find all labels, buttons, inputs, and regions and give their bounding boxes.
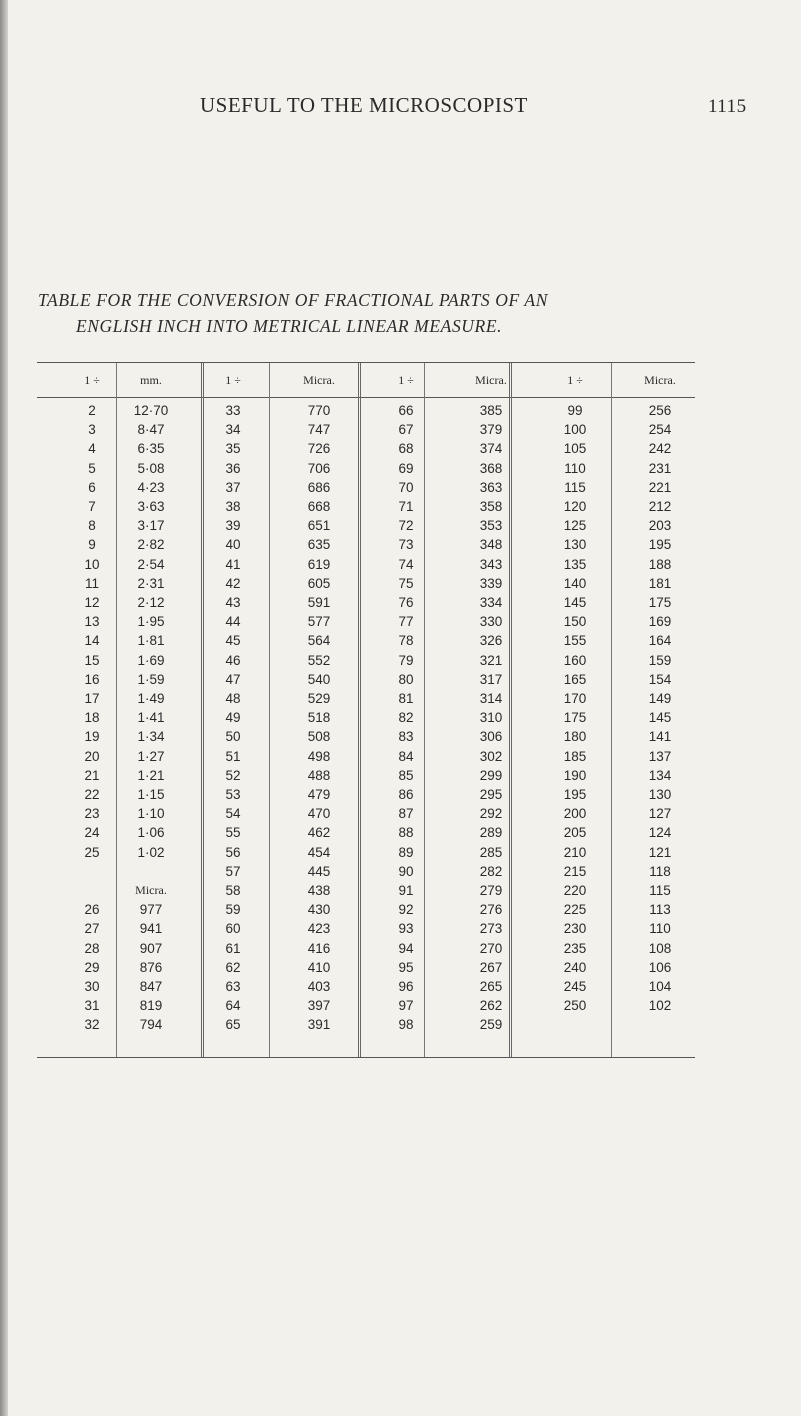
conversion-table	[37, 362, 695, 1058]
table-cell: 41	[225, 556, 241, 572]
table-cell: 93	[398, 921, 414, 937]
table-cell: 71	[398, 499, 414, 514]
header-cell: 1 ÷	[84, 373, 100, 387]
table-cell: 54	[225, 806, 241, 822]
table-cell: 438	[307, 883, 331, 898]
table-cell: 23	[84, 806, 100, 822]
table-cell: 65	[225, 1017, 241, 1033]
table-header-row	[37, 363, 695, 398]
table-cell: 1·59	[137, 671, 165, 687]
table-cell: 445	[307, 863, 331, 879]
table-cell: 2·12	[137, 595, 165, 610]
table-cell: 1·69	[137, 652, 165, 668]
table-cell: 203	[648, 518, 672, 534]
table-cell: 11	[84, 575, 99, 591]
table-cell: 115	[649, 883, 671, 898]
table-cell: 289	[479, 825, 503, 841]
table-cell: 26	[84, 902, 100, 918]
table-cell: 62	[225, 959, 241, 975]
table-cell: 348	[479, 537, 503, 553]
table-cell: 164	[648, 633, 672, 649]
header-cell: 1 ÷	[398, 373, 414, 387]
table-cell: 15	[84, 652, 100, 668]
table-cell: 190	[563, 767, 587, 783]
table-cell: 55	[225, 825, 241, 841]
table-cell: 195	[563, 787, 587, 802]
table-cell: 17	[84, 691, 100, 706]
table-cell: 50	[225, 729, 241, 745]
table-cell: 454	[307, 844, 331, 860]
table-cell: 29	[84, 959, 100, 975]
table-cell: 7	[88, 499, 96, 514]
table-cell: 317	[479, 671, 503, 687]
table-cell: 40	[225, 537, 241, 553]
table-cell: 403	[307, 979, 331, 994]
table-cell: 907	[139, 940, 163, 956]
table-cell: 63	[225, 979, 241, 994]
table-cell: 358	[479, 499, 503, 514]
table-cell: 72	[398, 518, 414, 534]
table-cell: 79	[398, 652, 414, 668]
table-cell: 310	[479, 710, 503, 726]
table-cell: 81	[398, 691, 414, 706]
table-cell: 150	[563, 614, 587, 630]
table-cell: 76	[398, 595, 414, 610]
table-cell: 92	[398, 902, 414, 918]
table-cell: 254	[648, 422, 672, 438]
header-cell: 1 ÷	[225, 373, 241, 387]
table-cell: 353	[479, 518, 503, 534]
table-cell: 69	[398, 460, 414, 476]
table-cell: 159	[648, 652, 672, 668]
table-cell: 35	[225, 441, 241, 457]
table-cell: 100	[563, 422, 587, 438]
table-cell: 30	[84, 979, 100, 994]
table-cell: 330	[479, 614, 503, 630]
table-cell: 1·41	[137, 710, 165, 726]
table-cell: 28	[84, 940, 100, 956]
table-cell: 113	[649, 902, 671, 918]
table-cell: 42	[225, 575, 241, 591]
table-cell: 8·47	[137, 422, 165, 438]
table-cell: 205	[563, 825, 587, 841]
table-cell: 90	[398, 863, 414, 879]
table-cell: 326	[479, 633, 503, 649]
table-cell: 135	[563, 556, 587, 572]
table-cell: 265	[479, 979, 503, 994]
table-cell: 45	[225, 633, 241, 649]
table-cell: 508	[307, 729, 331, 745]
table-cell: 374	[479, 441, 503, 457]
table-cell: 106	[648, 959, 672, 975]
table-cell: 57	[225, 863, 241, 879]
table-cell: 47	[225, 671, 241, 687]
table-cell: 154	[648, 671, 672, 687]
table-cell: 282	[479, 863, 503, 879]
table-cell: 170	[563, 691, 587, 706]
table-cell: 977	[139, 902, 163, 918]
table-cell: 314	[479, 691, 503, 706]
page-spine	[0, 0, 8, 1416]
table-cell: 83	[398, 729, 414, 745]
table-cell: 180	[563, 729, 587, 745]
sub-column-label: Micra.	[135, 883, 167, 897]
table-cell: 121	[648, 844, 672, 860]
table-cell: 529	[307, 691, 331, 706]
table-cell: 118	[649, 863, 671, 879]
table-cell: 175	[563, 710, 587, 726]
table-cell: 36	[225, 460, 241, 476]
table-cell: 230	[563, 921, 587, 937]
table-cell: 726	[307, 441, 331, 457]
table-cell: 518	[307, 710, 331, 726]
table-cell: 2·54	[137, 556, 165, 572]
table-cell: 185	[563, 748, 587, 764]
table-cell: 276	[479, 902, 503, 918]
table-cell: 306	[479, 729, 503, 745]
table-cell: 416	[307, 940, 331, 956]
table-cell: 110	[564, 460, 586, 476]
table-cell: 19	[84, 729, 100, 745]
table-cell: 5	[88, 460, 96, 476]
table-cell: 770	[307, 403, 331, 418]
table-cell: 96	[398, 979, 414, 994]
table-cell: 58	[225, 883, 241, 898]
table-cell: 12·70	[133, 403, 169, 418]
table-cell: 591	[307, 595, 331, 610]
table-title-line-1: TABLE FOR THE CONVERSION OF FRACTIONAL PARTS OF AN	[38, 290, 548, 310]
table-cell: 134	[648, 767, 672, 783]
table-cell: 64	[225, 998, 241, 1014]
table-cell: 188	[648, 556, 672, 572]
table-cell: 1·34	[137, 729, 165, 745]
table-cell: 302	[479, 748, 503, 764]
table-cell: 20	[84, 748, 100, 764]
table-cell: 25	[84, 844, 100, 860]
table-cell: 33	[225, 403, 241, 418]
table-cell: 59	[225, 902, 241, 918]
table-cell: 4	[88, 441, 96, 457]
table-cell: 605	[307, 575, 331, 591]
table-cell: 250	[563, 998, 587, 1014]
table-cell: 21	[84, 767, 100, 783]
table-cell: 200	[563, 806, 587, 822]
table-cell: 95	[398, 959, 414, 975]
table-cell: 1·10	[137, 806, 165, 822]
table-cell: 14	[84, 633, 100, 649]
table-cell: 747	[307, 422, 331, 438]
table-cell: 38	[225, 499, 241, 514]
table-cell: 24	[84, 825, 100, 841]
table-cell: 77	[398, 614, 414, 630]
table-cell: 6	[88, 479, 96, 495]
table-cell: 70	[398, 479, 414, 495]
table-cell: 279	[479, 883, 503, 898]
table-cell: 3·63	[137, 499, 165, 514]
table-cell: 256	[648, 403, 672, 418]
table-cell: 82	[398, 710, 414, 726]
table-cell: 397	[307, 998, 331, 1014]
table-cell: 10	[84, 556, 100, 572]
table-cell: 334	[479, 595, 503, 610]
table-cell: 102	[648, 998, 672, 1014]
table-cell: 31	[84, 998, 100, 1014]
table-cell: 391	[307, 1017, 331, 1033]
table-cell: 651	[307, 518, 331, 534]
table-cell: 385	[479, 403, 503, 418]
table-cell: 295	[479, 787, 503, 802]
table-cell: 98	[398, 1017, 414, 1033]
table-cell: 12	[84, 595, 100, 610]
table-cell: 80	[398, 671, 414, 687]
table-cell: 74	[398, 556, 414, 572]
table-cell: 1·81	[137, 633, 165, 649]
table-cell: 61	[225, 940, 241, 956]
table-cell: 1·21	[137, 767, 165, 783]
table-cell: 9	[88, 537, 96, 553]
header-cell: Micra.	[303, 373, 335, 387]
table-cell: 52	[225, 767, 241, 783]
table-cell: 53	[225, 787, 241, 802]
table-cell: 104	[648, 979, 672, 994]
table-cell: 110	[649, 921, 671, 937]
table-cell: 220	[563, 883, 587, 898]
table-cell: 1·06	[137, 825, 165, 841]
table-cell: 39	[225, 518, 241, 534]
table-cell: 363	[479, 479, 503, 495]
table-cell: 794	[139, 1017, 163, 1033]
table-cell: 552	[307, 652, 331, 668]
table-cell: 169	[648, 614, 672, 630]
table-cell: 819	[139, 998, 163, 1014]
table-cell: 60	[225, 921, 241, 937]
table-cell: 51	[225, 748, 241, 764]
table-cell: 423	[307, 921, 331, 937]
table-cell: 137	[648, 748, 672, 764]
table-cell: 2·82	[137, 537, 165, 553]
table-cell: 5·08	[137, 460, 165, 476]
table-cell: 577	[307, 614, 331, 630]
table-cell: 105	[563, 441, 587, 457]
table-cell: 540	[307, 671, 331, 687]
table-cell: 84	[398, 748, 414, 764]
table-cell: 125	[563, 518, 587, 534]
table-cell: 68	[398, 441, 414, 457]
header-cell: Micra.	[644, 373, 676, 387]
table-cell: 13	[84, 614, 100, 630]
table-cell: 18	[84, 710, 100, 726]
table-cell: 89	[398, 844, 414, 860]
table-cell: 3·17	[137, 518, 165, 534]
column-rule	[358, 363, 361, 1057]
table-cell: 8	[88, 518, 96, 534]
table-cell: 292	[479, 806, 503, 822]
table-cell: 242	[648, 441, 672, 457]
table-cell: 339	[479, 575, 503, 591]
table-cell: 941	[139, 921, 163, 937]
table-cell: 321	[479, 652, 503, 668]
table-cell: 43	[225, 595, 241, 610]
table-cell: 99	[567, 403, 583, 418]
table-cell: 1·02	[137, 844, 165, 860]
table-cell: 215	[563, 863, 587, 879]
table-cell: 262	[479, 998, 503, 1014]
table-cell: 462	[307, 825, 331, 841]
table-cell: 273	[479, 921, 503, 937]
table-cell: 619	[307, 556, 331, 572]
table-cell: 847	[139, 979, 163, 994]
table-cell: 4·23	[137, 479, 165, 495]
table-cell: 37	[225, 479, 241, 495]
table-cell: 75	[398, 575, 414, 591]
table-cell: 221	[648, 479, 672, 495]
table-cell: 85	[398, 767, 414, 783]
table-cell: 379	[479, 422, 503, 438]
table-cell: 195	[648, 537, 672, 553]
running-head-title: USEFUL TO THE MICROSCOPIST	[200, 93, 528, 117]
table-cell: 127	[648, 806, 672, 822]
table-cell: 6·35	[137, 441, 165, 457]
table-cell: 49	[225, 710, 241, 726]
column-rule	[611, 363, 612, 1057]
table-cell: 27	[84, 921, 100, 937]
table-cell: 212	[648, 499, 672, 514]
table-cell: 267	[479, 959, 503, 975]
table-cell: 115	[564, 479, 586, 495]
page-number: 1115	[708, 96, 747, 117]
table-cell: 56	[225, 844, 241, 860]
table-cell: 231	[648, 460, 672, 476]
table-cell: 155	[563, 633, 587, 649]
table-cell: 225	[563, 902, 587, 918]
table-cell: 3	[88, 422, 96, 438]
table-cell: 97	[398, 998, 414, 1014]
table-cell: 368	[479, 460, 503, 476]
table-cell: 668	[307, 499, 331, 514]
header-cell: Micra.	[475, 373, 507, 387]
table-title-line-2: ENGLISH INCH INTO METRICAL LINEAR MEASURE.	[76, 316, 503, 336]
table-cell: 235	[563, 940, 587, 956]
table-cell: 210	[563, 844, 587, 860]
table-cell: 240	[563, 959, 587, 975]
table-cell: 1·27	[137, 748, 165, 764]
table-cell: 46	[225, 652, 241, 668]
table-cell: 245	[563, 979, 587, 994]
table-cell: 78	[398, 633, 414, 649]
table-cell: 686	[307, 479, 331, 495]
table-cell: 44	[225, 614, 241, 630]
table-cell: 140	[563, 575, 587, 591]
table-cell: 94	[398, 940, 414, 956]
table-cell: 498	[307, 748, 331, 764]
table-title	[38, 287, 778, 339]
table-cell: 343	[479, 556, 503, 572]
table-cell: 410	[307, 959, 331, 975]
table-cell: 564	[307, 633, 331, 649]
table-cell: 91	[398, 883, 414, 898]
table-cell: 73	[398, 537, 414, 553]
table-cell: 470	[307, 806, 331, 822]
table-cell: 86	[398, 787, 414, 802]
table-cell: 1·15	[137, 787, 165, 802]
header-cell: mm.	[140, 373, 162, 387]
table-cell: 876	[139, 959, 163, 975]
table-cell: 165	[563, 671, 587, 687]
table-cell: 430	[307, 902, 331, 918]
table-cell: 160	[563, 652, 587, 668]
table-cell: 48	[225, 691, 241, 706]
table-cell: 34	[225, 422, 241, 438]
table-cell: 1·49	[137, 691, 165, 706]
table-cell: 635	[307, 537, 331, 553]
table-cell: 706	[307, 460, 331, 476]
table-cell: 145	[648, 710, 672, 726]
table-cell: 2	[88, 403, 96, 418]
table-cell: 87	[398, 806, 414, 822]
table-cell: 285	[479, 844, 503, 860]
table-cell: 66	[398, 403, 414, 418]
table-cell: 270	[479, 940, 503, 956]
table-cell: 120	[563, 499, 587, 514]
table-cell: 130	[563, 537, 587, 553]
table-cell: 259	[479, 1017, 503, 1033]
table-cell: 1·95	[137, 614, 165, 630]
table-cell: 2·31	[137, 575, 165, 591]
table-cell: 479	[307, 787, 331, 802]
table-cell: 16	[84, 671, 100, 687]
table-cell: 88	[398, 825, 414, 841]
table-cell: 488	[307, 767, 331, 783]
header-cell: 1 ÷	[567, 373, 583, 387]
table-cell: 181	[648, 575, 672, 591]
table-cell: 175	[648, 595, 672, 610]
table-cell: 299	[479, 767, 503, 783]
table-cell: 108	[648, 940, 672, 956]
table-cell: 130	[648, 787, 672, 802]
table-cell: 22	[84, 787, 100, 802]
table-cell: 145	[563, 595, 587, 610]
column-rule	[269, 363, 270, 1057]
table-cell: 124	[648, 825, 672, 841]
table-cell: 141	[648, 729, 672, 745]
table-cell: 32	[84, 1017, 100, 1033]
table-cell: 149	[648, 691, 672, 706]
table-cell: 67	[398, 422, 414, 438]
